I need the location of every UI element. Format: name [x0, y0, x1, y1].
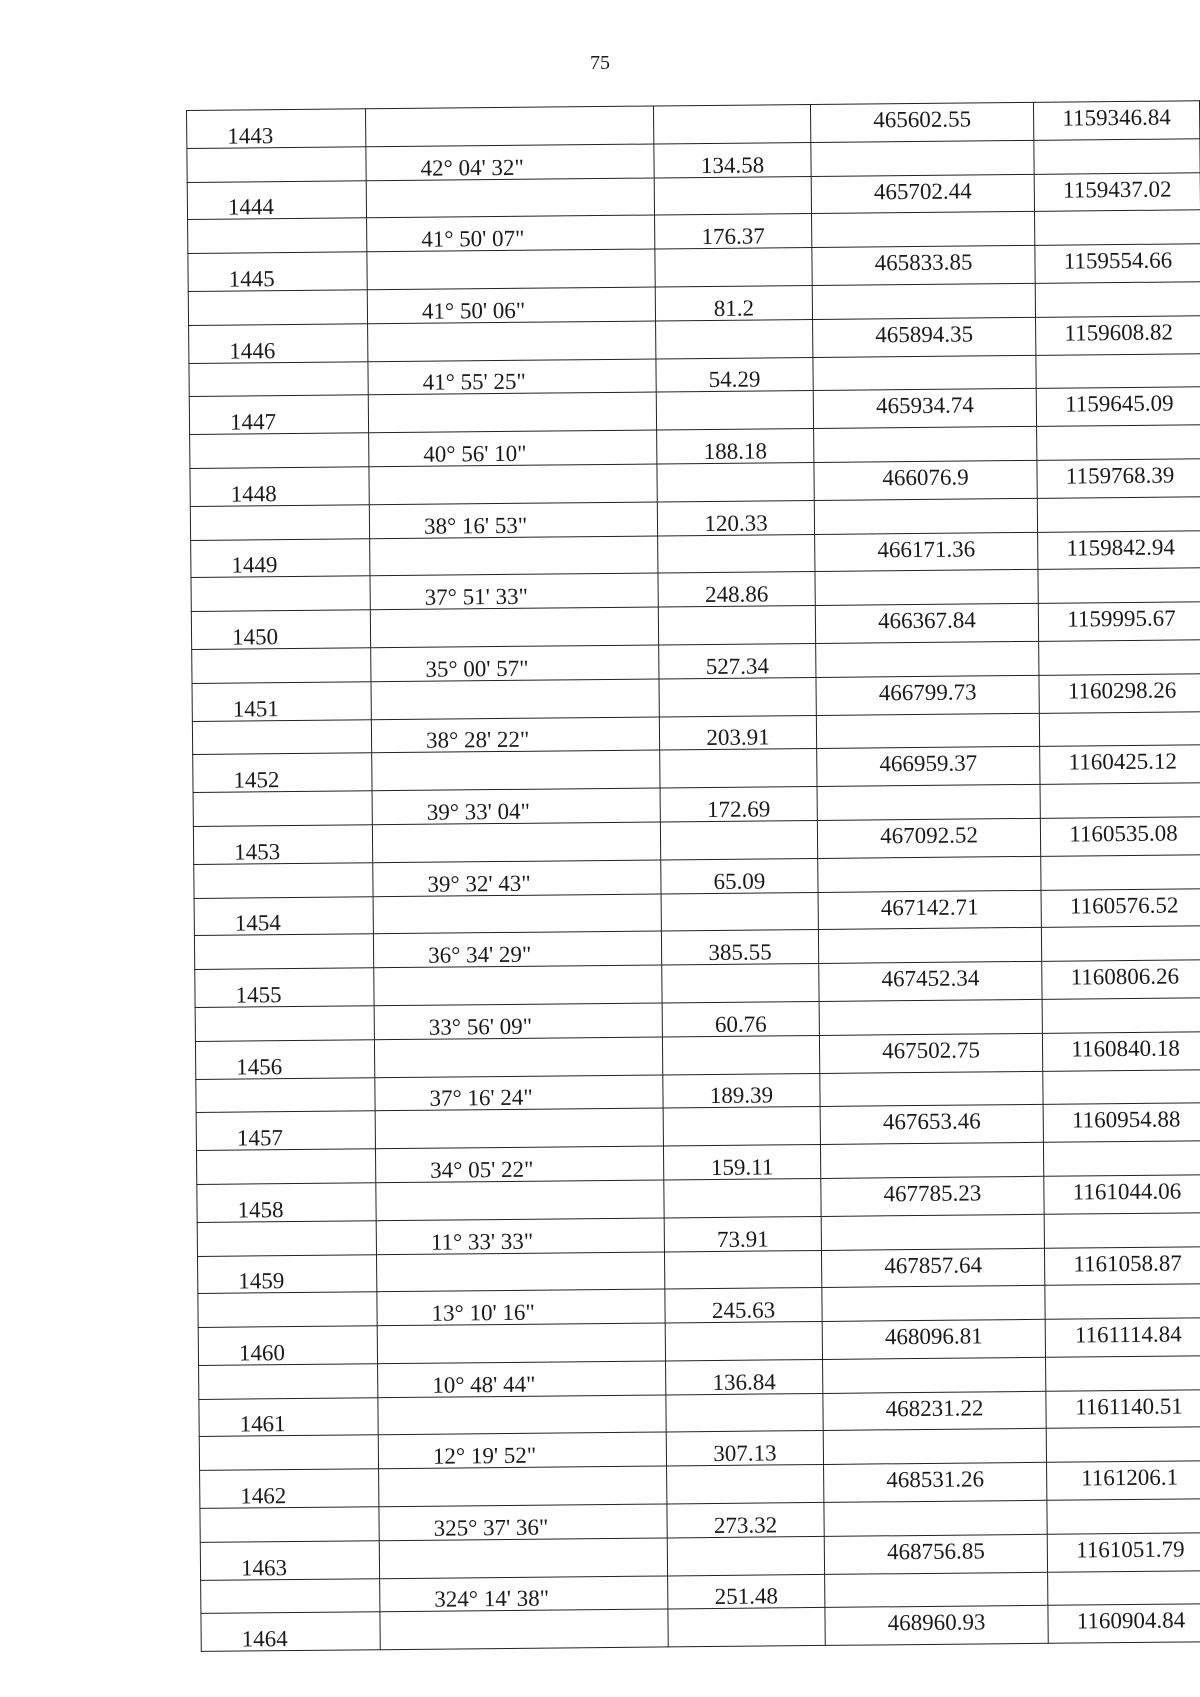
- station-number-cell: [188, 218, 367, 254]
- distance-cell: [658, 606, 815, 645]
- northing-cell: [814, 498, 1037, 534]
- easting-cell: 1159645.09: [1036, 387, 1200, 426]
- easting-cell: 1160954.88: [1043, 1103, 1200, 1142]
- bearing-cell: [373, 894, 661, 935]
- distance-cell: 172.69: [660, 787, 817, 822]
- distance-cell: 136.84: [666, 1359, 823, 1394]
- bearing-cell: 37° 16' 24": [375, 1074, 663, 1111]
- northing-cell: 466367.84: [815, 603, 1038, 643]
- bearing-cell: 324° 14' 38": [380, 1576, 668, 1613]
- easting-cell: 1159608.82: [1036, 316, 1200, 355]
- station-number-cell: 1456: [195, 1039, 374, 1079]
- bearing-cell: [368, 321, 656, 362]
- station-number-cell: 1464: [201, 1612, 380, 1652]
- station-number-cell: [196, 1149, 375, 1185]
- easting-cell: 1161114.84: [1045, 1318, 1200, 1357]
- bearing-cell: [367, 249, 655, 290]
- distance-cell: 248.86: [658, 572, 815, 607]
- station-number-cell: [188, 290, 367, 326]
- station-number-cell: 1454: [194, 896, 373, 936]
- survey-coordinates-table: [186, 101, 1186, 1652]
- station-number-cell: 1460: [198, 1326, 377, 1366]
- bearing-cell: [369, 464, 657, 505]
- northing-cell: 466799.73: [816, 675, 1039, 715]
- bearing-cell: [377, 1323, 665, 1364]
- station-number-cell: [199, 1364, 378, 1400]
- easting-cell: 1159554.66: [1035, 244, 1200, 283]
- northing-cell: 467653.46: [820, 1105, 1043, 1145]
- distance-cell: [655, 248, 812, 287]
- distance-cell: 307.13: [666, 1431, 823, 1466]
- bearing-cell: 35° 00' 57": [371, 645, 659, 682]
- bearing-cell: 36° 34' 29": [373, 931, 661, 968]
- distance-cell: [660, 820, 817, 859]
- easting-cell: [1041, 926, 1200, 961]
- northing-cell: 465894.35: [813, 317, 1036, 357]
- easting-cell: [1039, 640, 1200, 675]
- easting-cell: 1159842.94: [1038, 530, 1200, 569]
- station-number-cell: 1452: [193, 753, 372, 793]
- station-number-cell: [200, 1507, 379, 1543]
- easting-cell: 1161206.1: [1047, 1461, 1200, 1500]
- station-number-cell: [195, 1006, 374, 1042]
- easting-cell: [1034, 139, 1200, 174]
- easting-cell: 1160576.52: [1041, 888, 1200, 927]
- northing-cell: [811, 140, 1034, 176]
- station-number-cell: 1448: [190, 467, 369, 507]
- station-number-cell: 1459: [198, 1254, 377, 1294]
- northing-cell: 465602.55: [810, 102, 1033, 142]
- station-number-cell: 1450: [191, 610, 370, 650]
- bearing-cell: [370, 536, 658, 577]
- bearing-cell: [368, 392, 656, 433]
- distance-cell: [657, 462, 814, 501]
- bearing-cell: [371, 679, 659, 720]
- easting-cell: 1160425.12: [1040, 745, 1200, 784]
- northing-cell: [825, 1572, 1048, 1608]
- bearing-cell: 11° 33' 33": [376, 1218, 664, 1255]
- easting-cell: 1159346.84: [1033, 101, 1199, 140]
- station-number-cell: [192, 719, 371, 755]
- northing-cell: [824, 1500, 1047, 1536]
- bearing-cell: 38° 28' 22": [371, 717, 659, 754]
- northing-cell: 466959.37: [817, 747, 1040, 787]
- northing-cell: 468231.22: [823, 1391, 1046, 1431]
- distance-cell: 81.2: [655, 285, 812, 320]
- bearing-cell: [378, 1395, 666, 1436]
- easting-cell: 1160535.08: [1040, 817, 1200, 856]
- distance-cell: [664, 1250, 821, 1289]
- distance-cell: [653, 105, 810, 144]
- northing-cell: [823, 1429, 1046, 1465]
- distance-cell: 527.34: [659, 643, 816, 678]
- northing-cell: 467142.71: [818, 890, 1041, 930]
- northing-cell: 467857.64: [821, 1248, 1044, 1288]
- easting-cell: [1041, 854, 1200, 889]
- easting-cell: [1037, 425, 1200, 460]
- distance-cell: [654, 176, 811, 215]
- easting-cell: [1046, 1356, 1200, 1391]
- distance-cell: 245.63: [665, 1288, 822, 1323]
- northing-cell: 467092.52: [817, 818, 1040, 858]
- distance-cell: 273.32: [667, 1503, 824, 1538]
- distance-cell: 54.29: [656, 357, 813, 392]
- station-number-cell: 1443: [187, 109, 366, 149]
- distance-cell: 189.39: [663, 1073, 820, 1108]
- easting-cell: [1046, 1427, 1200, 1462]
- easting-cell: [1043, 1069, 1200, 1104]
- bearing-cell: [372, 750, 660, 791]
- station-number-cell: 1457: [196, 1111, 375, 1151]
- bearing-cell: [365, 106, 653, 147]
- northing-cell: 468756.85: [824, 1534, 1047, 1574]
- bearing-cell: 10° 48' 44": [378, 1361, 666, 1398]
- northing-cell: [812, 212, 1035, 248]
- northing-cell: [818, 928, 1041, 964]
- bearing-cell: [376, 1180, 664, 1221]
- northing-cell: [816, 641, 1039, 677]
- bearing-cell: [374, 1037, 662, 1078]
- station-number-cell: 1458: [197, 1183, 376, 1223]
- easting-cell: 1160904.84: [1048, 1604, 1200, 1643]
- northing-cell: 466171.36: [815, 532, 1038, 572]
- station-number-cell: 1446: [189, 324, 368, 364]
- easting-cell: [1040, 783, 1200, 818]
- station-number-cell: [198, 1292, 377, 1328]
- bearing-cell: [372, 822, 660, 863]
- northing-cell: [818, 856, 1041, 892]
- bearing-cell: 34° 05' 22": [375, 1146, 663, 1183]
- distance-cell: [662, 1035, 819, 1074]
- easting-cell: [1044, 1212, 1200, 1247]
- distance-cell: [660, 749, 817, 788]
- station-number-cell: [197, 1220, 376, 1256]
- distance-cell: [658, 534, 815, 573]
- station-number-cell: 1461: [199, 1397, 378, 1437]
- bearing-cell: 33° 56' 09": [374, 1003, 662, 1040]
- distance-cell: [656, 391, 813, 430]
- easting-cell: [1038, 568, 1200, 603]
- station-number-cell: [191, 576, 370, 612]
- northing-cell: [819, 999, 1042, 1035]
- station-number-cell: [193, 791, 372, 827]
- station-number-cell: 1444: [187, 180, 366, 220]
- distance-cell: 134.58: [654, 142, 811, 177]
- northing-cell: [814, 427, 1037, 463]
- northing-cell: [820, 1071, 1043, 1107]
- northing-cell: [815, 570, 1038, 606]
- easting-cell: 1161051.79: [1047, 1533, 1200, 1572]
- bearing-cell: 40° 56' 10": [369, 430, 657, 467]
- easting-cell: [1037, 497, 1200, 532]
- easting-cell: 1160298.26: [1039, 673, 1200, 712]
- bearing-cell: 38° 16' 53": [369, 502, 657, 539]
- distance-cell: [667, 1465, 824, 1504]
- station-number-cell: 1445: [188, 252, 367, 292]
- distance-cell: 65.09: [661, 858, 818, 893]
- station-number-cell: [189, 361, 368, 397]
- bearing-cell: [366, 178, 654, 219]
- easting-cell: 1160840.18: [1042, 1031, 1200, 1070]
- easting-cell: [1039, 711, 1200, 746]
- northing-cell: [812, 283, 1035, 319]
- distance-cell: 203.91: [659, 715, 816, 750]
- easting-cell: 1160806.26: [1042, 960, 1200, 999]
- bearing-cell: [374, 965, 662, 1006]
- station-number-cell: [201, 1578, 380, 1614]
- bearing-cell: 325° 37' 36": [379, 1504, 667, 1541]
- bearing-cell: 39° 33' 04": [372, 788, 660, 825]
- easting-cell: 1161044.06: [1044, 1175, 1200, 1214]
- northing-cell: [821, 1214, 1044, 1250]
- station-number-cell: [187, 147, 366, 183]
- bearing-cell: [375, 1108, 663, 1149]
- easting-cell: 1159768.39: [1037, 459, 1200, 498]
- distance-cell: [663, 1107, 820, 1146]
- bearing-cell: 41° 50' 07": [367, 215, 655, 252]
- bearing-cell: [376, 1251, 664, 1292]
- northing-cell: 466076.9: [814, 460, 1037, 500]
- station-number-cell: [190, 505, 369, 541]
- easting-cell: [1042, 998, 1200, 1033]
- northing-cell: 468531.26: [824, 1463, 1047, 1503]
- page-number: 75: [590, 52, 610, 74]
- distance-cell: 188.18: [657, 429, 814, 464]
- station-number-cell: 1462: [200, 1469, 379, 1509]
- distance-cell: [664, 1178, 821, 1217]
- station-number-cell: 1455: [195, 968, 374, 1008]
- bearing-cell: [380, 1609, 668, 1650]
- station-number-cell: 1463: [200, 1541, 379, 1581]
- easting-cell: 1161140.51: [1046, 1389, 1200, 1428]
- bearing-cell: [370, 607, 658, 648]
- northing-cell: 465833.85: [812, 246, 1035, 286]
- bearing-cell: 37° 51' 33": [370, 573, 658, 610]
- station-number-cell: [190, 433, 369, 469]
- distance-cell: [661, 892, 818, 931]
- bearing-cell: 41° 55' 25": [368, 359, 656, 396]
- distance-cell: [659, 677, 816, 716]
- northing-cell: 465934.74: [813, 389, 1036, 429]
- easting-cell: 1159995.67: [1038, 602, 1200, 641]
- northing-cell: 465702.44: [811, 174, 1034, 214]
- easting-cell: [1045, 1284, 1200, 1319]
- station-number-cell: 1453: [193, 825, 372, 865]
- distance-cell: [656, 319, 813, 358]
- distance-cell: [662, 964, 819, 1003]
- survey-table-body: [187, 101, 1200, 1652]
- distance-cell: [666, 1393, 823, 1432]
- distance-cell: 73.91: [664, 1216, 821, 1251]
- northing-cell: [817, 784, 1040, 820]
- bearing-cell: 41° 50' 06": [367, 287, 655, 324]
- northing-cell: [823, 1357, 1046, 1393]
- bearing-cell: 39° 32' 43": [373, 860, 661, 897]
- easting-cell: [1036, 353, 1200, 388]
- easting-cell: [1035, 282, 1200, 317]
- northing-cell: 468096.81: [822, 1319, 1045, 1359]
- distance-cell: 60.76: [662, 1001, 819, 1036]
- easting-cell: 1159437.02: [1034, 172, 1200, 211]
- bearing-cell: [379, 1466, 667, 1507]
- distance-cell: 251.48: [668, 1574, 825, 1609]
- bearing-cell: 13° 10' 16": [377, 1289, 665, 1326]
- northing-cell: 467785.23: [821, 1176, 1044, 1216]
- bearing-cell: [379, 1538, 667, 1579]
- distance-cell: [665, 1322, 822, 1361]
- distance-cell: 159.11: [663, 1145, 820, 1180]
- station-number-cell: 1451: [192, 682, 371, 722]
- northing-cell: [816, 713, 1039, 749]
- bearing-cell: 42° 04' 32": [366, 144, 654, 181]
- northing-cell: 467502.75: [819, 1033, 1042, 1073]
- distance-cell: 176.37: [655, 214, 812, 249]
- station-number-cell: [194, 862, 373, 898]
- easting-cell: [1048, 1570, 1200, 1605]
- distance-cell: [668, 1608, 825, 1647]
- station-number-cell: 1447: [189, 395, 368, 435]
- distance-cell: 120.33: [657, 500, 814, 535]
- easting-cell: [1043, 1141, 1200, 1176]
- northing-cell: [813, 355, 1036, 391]
- station-number-cell: [194, 934, 373, 970]
- bearing-cell: 12° 19' 52": [378, 1432, 666, 1469]
- easting-cell: [1047, 1499, 1200, 1534]
- northing-cell: [822, 1286, 1045, 1322]
- distance-cell: [667, 1536, 824, 1575]
- station-number-cell: 1449: [191, 538, 370, 578]
- northing-cell: 468960.93: [825, 1606, 1048, 1646]
- station-number-cell: [196, 1077, 375, 1113]
- station-number-cell: [199, 1435, 378, 1471]
- station-number-cell: [192, 648, 371, 684]
- easting-cell: 1161058.87: [1044, 1246, 1200, 1285]
- distance-cell: 385.55: [661, 930, 818, 965]
- northing-cell: [820, 1142, 1043, 1178]
- easting-cell: [1035, 210, 1200, 245]
- northing-cell: 467452.34: [819, 961, 1042, 1001]
